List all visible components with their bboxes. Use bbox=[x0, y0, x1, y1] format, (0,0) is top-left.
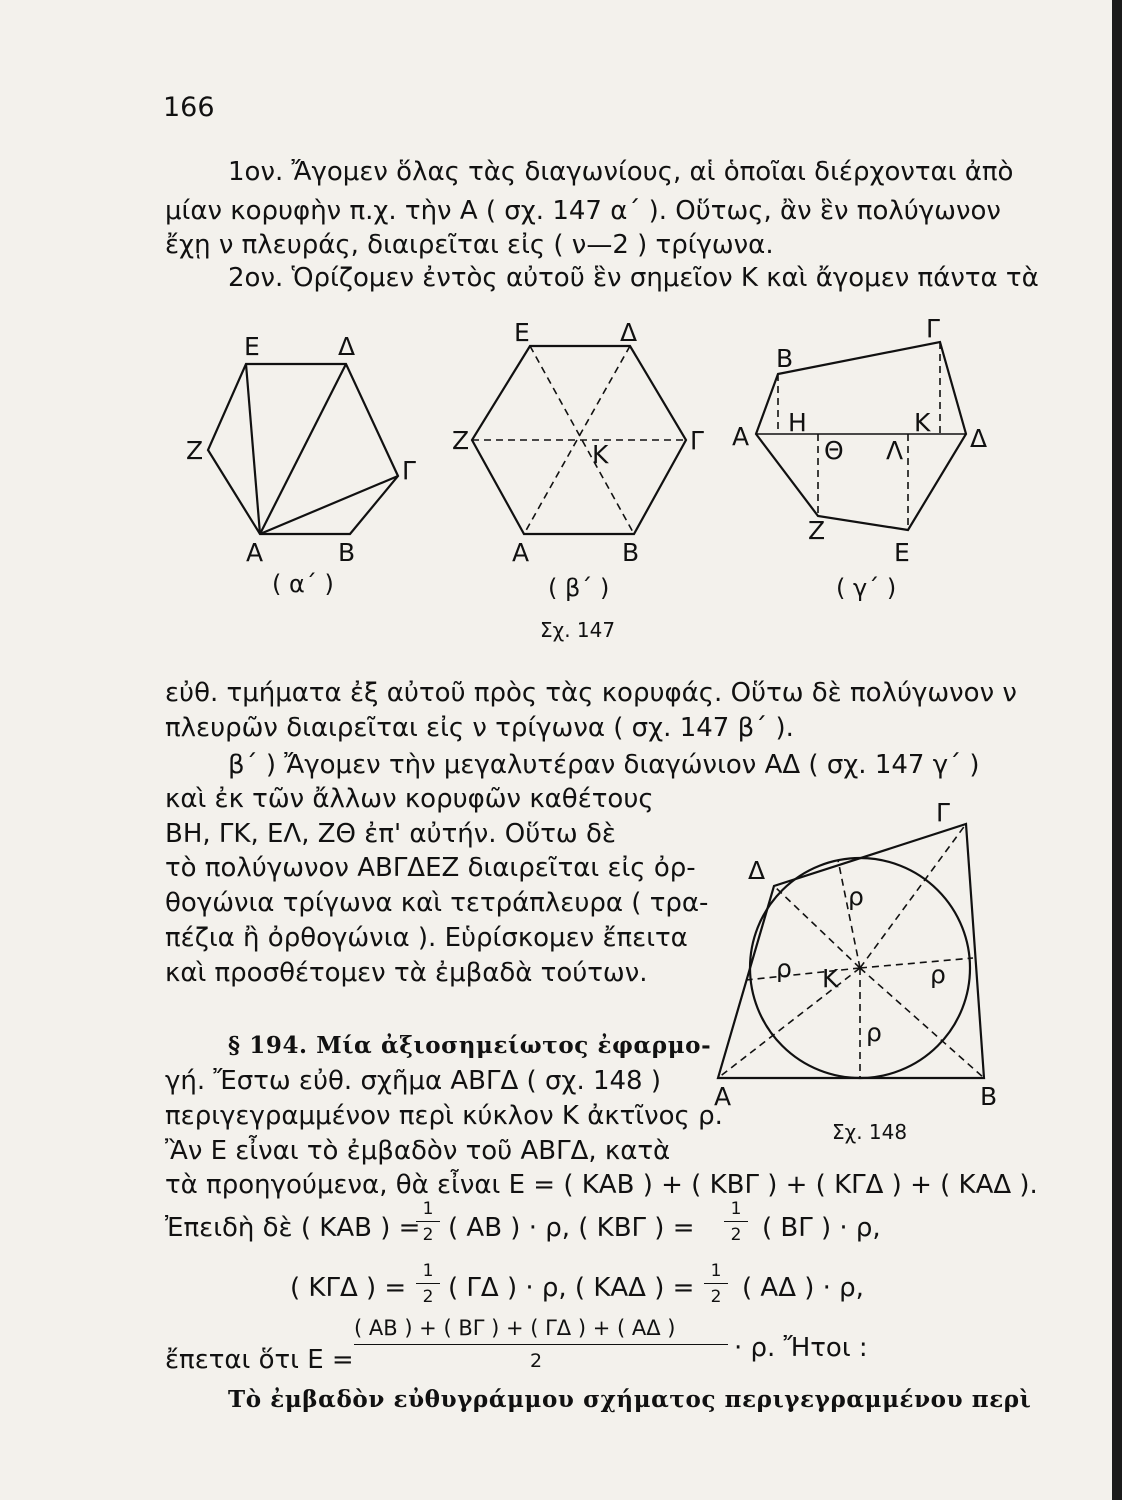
frac-1-bar bbox=[416, 1221, 440, 1222]
text-line-20a: ( ΚΓΔ ) = bbox=[290, 1273, 407, 1303]
text-line-5: εὐθ. τμήματα ἐξ αὐτοῦ πρὸς τὰς κορυφάς. Οὕτω δὲ πολύγωνον ν bbox=[165, 678, 1017, 708]
text-line-19b: ( ΑΒ ) · ρ, ( ΚΒΓ ) = bbox=[448, 1213, 695, 1243]
text-line-18: τὰ προηγούμενα, θὰ εἶναι Ε = ( ΚΑΒ ) + ( ΚΒΓ ) + ( ΚΓΔ ) + ( ΚΑΔ ). bbox=[165, 1170, 1038, 1200]
fig147c-label-TH: Θ bbox=[824, 436, 844, 465]
fig147c-label-H: Η bbox=[788, 408, 807, 437]
text-line-3: ἔχῃ ν πλευράς, διαιρεῖται εἰς ( ν—2 ) τρίγωνα. bbox=[165, 230, 774, 260]
text-line-7: β΄ ) Ἄγομεν τὴν μεγαλυτέραν διαγώνιον ΑΔ ( σχ. 147 γ΄ ) bbox=[228, 750, 980, 780]
text-line-13: καὶ προσθέτομεν τὰ ἐμβαδὰ τούτων. bbox=[165, 958, 648, 988]
fig148-caption: Σχ. 148 bbox=[832, 1120, 908, 1144]
fig147-sub-b: ( β΄ ) bbox=[548, 574, 610, 602]
fig147c-label-K: Κ bbox=[914, 408, 931, 437]
section-194-heading: § 194. Μία ἀξιοσημείωτος ἐφαρμο- bbox=[228, 1032, 712, 1059]
fig147c-label-G: Γ bbox=[926, 314, 940, 343]
text-line-21a: ἔπεται ὅτι Ε = bbox=[165, 1345, 354, 1375]
theorem-statement: Τὸ ἐμβαδὸν εὐθυγράμμου σχήματος περιγεγραμμένου περὶ bbox=[228, 1386, 1032, 1413]
fig147a-label-B: Β bbox=[338, 538, 356, 567]
fig148-label-G: Γ bbox=[936, 798, 950, 827]
fig147-caption: Σχ. 147 bbox=[540, 618, 616, 642]
text-line-10: τὸ πολύγωνον ΑΒΓΔΕΖ διαιρεῖται εἰς ὀρ- bbox=[165, 853, 696, 883]
text-line-6: πλευρῶν διαιρεῖται εἰς ν τρίγωνα ( σχ. 147 β΄ ). bbox=[165, 713, 794, 743]
text-line-20b: ( ΓΔ ) · ρ, ( ΚΑΔ ) = bbox=[448, 1273, 695, 1303]
fig147b-label-E: Ε bbox=[514, 318, 530, 347]
fig147a-label-G: Γ bbox=[402, 456, 416, 485]
figure-147a-hexagon bbox=[208, 364, 398, 534]
frac-3-den: 2 bbox=[422, 1287, 434, 1307]
fig147b-label-A: Α bbox=[512, 538, 530, 567]
fig147b-label-B: Β bbox=[622, 538, 640, 567]
fig147-sub-c: ( γ΄ ) bbox=[836, 574, 897, 602]
big-frac-bar bbox=[354, 1344, 728, 1345]
fig147b-label-Z: Ζ bbox=[452, 426, 470, 455]
fig148-label-K: Κ bbox=[822, 964, 839, 993]
text-line-9: ΒΗ, ΓΚ, ΕΛ, ΖΘ ἐπ' αὐτήν. Οὕτω δὲ bbox=[165, 819, 616, 849]
figure-147b-hexagon bbox=[472, 346, 686, 534]
fig147b-label-D: Δ bbox=[620, 318, 638, 347]
fig147b-label-G: Γ bbox=[690, 426, 704, 455]
text-line-20c: ( ΑΔ ) · ρ, bbox=[742, 1273, 864, 1303]
text-line-1: 1ον. Ἄγομεν ὅλας τὰς διαγωνίους, αἱ ὁποῖαι διέρχονται ἀπὸ bbox=[228, 157, 1014, 187]
big-frac-numerator: ( ΑΒ ) + ( ΒΓ ) + ( ΓΔ ) + ( ΑΔ ) bbox=[354, 1316, 676, 1340]
fig147c-label-D: Δ bbox=[970, 424, 988, 453]
frac-2-num: 1 bbox=[730, 1199, 742, 1219]
frac-4-bar bbox=[704, 1283, 728, 1284]
fig147a-label-E: Ε bbox=[244, 332, 260, 361]
text-line-12: πέζια ἢ ὀρθογώνια ). Εὑρίσκομεν ἔπειτα bbox=[165, 923, 688, 953]
frac-3-bar bbox=[416, 1283, 440, 1284]
fig147b-label-K: Κ bbox=[592, 440, 609, 469]
frac-4-den: 2 bbox=[710, 1287, 722, 1307]
fig148-rho-right: ρ bbox=[930, 960, 946, 989]
fig148-rho-bottom: ρ bbox=[866, 1018, 882, 1047]
text-line-8: καὶ ἐκ τῶν ἄλλων κορυφῶν καθέτους bbox=[165, 784, 654, 814]
fig148-label-A: Α bbox=[714, 1082, 732, 1111]
fig147c-label-E: Ε bbox=[894, 538, 910, 567]
text-line-2: μίαν κορυφὴν π.χ. τὴν Α ( σχ. 147 α΄ ). Οὕτως, ἂν ἓν πολύγωνον bbox=[165, 196, 1001, 226]
frac-1-num: 1 bbox=[422, 1199, 434, 1219]
fig148-label-D: Δ bbox=[748, 856, 766, 885]
text-line-19c: ( ΒΓ ) · ρ, bbox=[762, 1213, 881, 1243]
text-line-19a: Ἐπειδὴ δὲ ( ΚΑΒ ) = bbox=[165, 1213, 421, 1243]
fig147c-label-B: Β bbox=[776, 344, 794, 373]
frac-3-num: 1 bbox=[422, 1261, 434, 1281]
fig148-rho-top: ρ bbox=[848, 882, 864, 911]
frac-1-den: 2 bbox=[422, 1225, 434, 1245]
text-line-15: γή. Ἔστω εὐθ. σχῆμα ΑΒΓΔ ( σχ. 148 ) bbox=[165, 1066, 662, 1096]
text-line-21b: · ρ. Ἤτοι : bbox=[734, 1333, 868, 1363]
frac-2-bar bbox=[724, 1221, 748, 1222]
fig147a-label-D: Δ bbox=[338, 332, 356, 361]
fig147a-label-A: Α bbox=[246, 538, 264, 567]
text-line-16: περιγεγραμμένον περὶ κύκλον Κ ἀκτῖνος ρ. bbox=[165, 1101, 723, 1131]
fig147-sub-a: ( α΄ ) bbox=[272, 570, 334, 598]
fig148-label-B: Β bbox=[980, 1082, 998, 1111]
fig147c-label-Z: Ζ bbox=[808, 516, 826, 545]
page-number: 166 bbox=[163, 92, 215, 123]
frac-2-den: 2 bbox=[730, 1225, 742, 1245]
text-line-4: 2ον. Ὁρίζομεν ἐντὸς αὐτοῦ ἓν σημεῖον Κ καὶ ἄγομεν πάντα τὰ bbox=[228, 263, 1039, 293]
fig148-rho-left: ρ bbox=[776, 954, 792, 983]
fig147a-label-Z: Ζ bbox=[186, 436, 204, 465]
big-frac-denominator: 2 bbox=[530, 1350, 543, 1372]
frac-4-num: 1 bbox=[710, 1261, 722, 1281]
text-line-11: θογώνια τρίγωνα καὶ τετράπλευρα ( τρα- bbox=[165, 888, 709, 918]
text-line-17: Ἂν Ε εἶναι τὸ ἐμβαδὸν τοῦ ΑΒΓΔ, κατὰ bbox=[165, 1136, 671, 1166]
fig147c-label-L: Λ bbox=[886, 436, 904, 465]
fig147c-label-A: Α bbox=[732, 422, 750, 451]
